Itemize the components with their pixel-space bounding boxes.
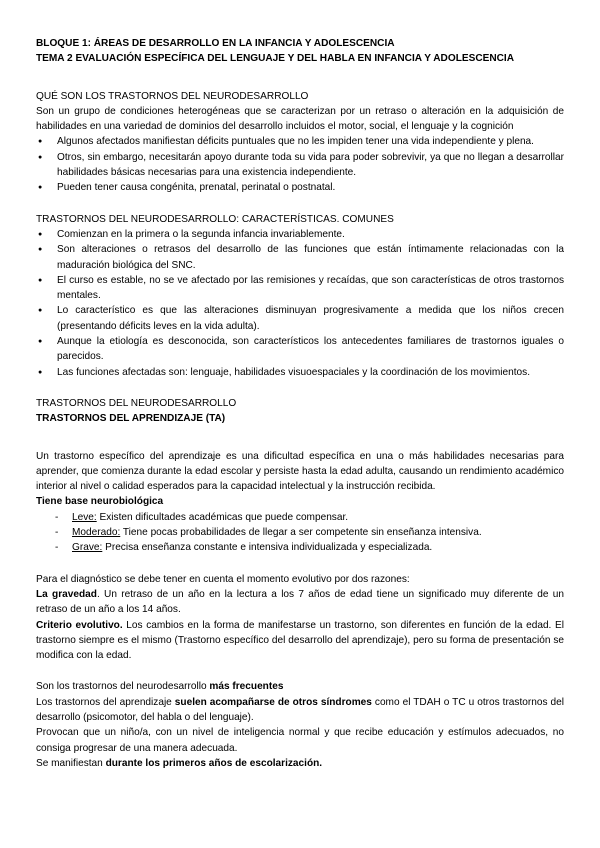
gravedad-label: La gravedad — [36, 588, 97, 600]
list-item: ● El curso es estable, no se ve afectado por las remisiones y recaídas, que son características de otros trastornos mentales. — [36, 273, 564, 304]
list-item: ● Aunque la etiología es desconocida, son característicos los antecedentes familiares de trastornos iguales o parecidos. — [36, 334, 564, 365]
gravedad-text: . Un retraso de un año en la lectura a los 7 años de edad tiene un significado muy diferente de un retraso de un año a los 14 años. — [36, 588, 564, 616]
bullet-list — [36, 227, 564, 380]
section-heading-what-are: QUÉ SON LOS TRASTORNOS DEL NEURODESARROLLO — [36, 90, 309, 102]
severity-term: Moderado: — [72, 527, 121, 539]
severity-term: Leve: — [72, 511, 97, 523]
severity-text: Tiene pocas probabilidades de llegar a ser competente sin enseñanza intensiva. — [120, 527, 482, 539]
severity-item — [36, 525, 564, 540]
learning-disorder-definition: Un trastorno específico del aprendizaje es una dificultad específica en una o más habilidades necesarias para aprender, que comienza durante la edad escolar y persiste hasta la edad adulta, causando un rendimiento académico interior al nivel o calidad esperados para la capacidad intelectual y la instrucción recibida. — [36, 450, 564, 493]
frequency-text: Son los trastornos del neurodesarrollo — [36, 681, 210, 693]
section-intro: Son un grupo de condiciones heterogéneas que se caracterizan por un retraso o alteración en la adquisición de habilidades en una variedad de dominios del desarrollo incluidos el motor, social, el lenguaje y la cognición — [36, 105, 564, 133]
block-title: BLOQUE 1: ÁREAS DE DESARROLLO EN LA INFANCIA Y ADOLESCENCIA — [36, 38, 395, 49]
severity-term: Grave: — [72, 542, 103, 554]
comorbidity-text-a: Los trastornos del aprendizaje — [36, 696, 175, 708]
list-item: ● Lo característico es que las alteraciones disminuyan progresivamente a medida que los niños crecen (presentando déficits leves en la vida adulta). — [36, 303, 564, 334]
section-heading-neurodevelopment: TRASTORNOS DEL NEURODESARROLLO — [36, 397, 237, 409]
gravedad-paragraph — [36, 587, 564, 618]
severity-item — [36, 510, 564, 525]
criterio-text: Los cambios en la forma de manifestarse un trastorno, son diferentes en función de la edad. El trastorno siempre es el mismo (Trastorno específico del desarrollo del aprendizaje), pero su forma de presentación se modifica con la edad. — [36, 619, 564, 662]
severity-item — [36, 540, 564, 555]
onset-emphasis: durante los primeros años de escolarización. — [105, 757, 323, 769]
frequency-emphasis: más frecuentes — [209, 681, 284, 693]
severity-list — [36, 510, 564, 556]
severity-text: Existen dificultades académicas que puede compensar. — [96, 511, 349, 523]
list-item: ● Otros, sin embargo, necesitarán apoyo durante toda su vida para poder sobrevivir, ya que no llegan a desarrollar habilidades básicas necesarias para una existencia independiente. — [36, 150, 564, 181]
comorbidity-emphasis: suelen acompañarse de otros síndromes — [174, 696, 372, 708]
frequency-line — [36, 679, 564, 694]
severity-text: Precisa enseñanza constante e intensiva individualizada y especializada. — [102, 542, 433, 554]
onset-line — [36, 756, 564, 771]
bullet-list — [36, 134, 564, 195]
criterio-paragraph — [36, 618, 564, 664]
list-item: ● Son alteraciones o retrasos del desarrollo de las funciones que están íntimamente relacionadas con la maduración biológica del SNC. — [36, 242, 564, 273]
onset-text: Se manifiestan — [36, 757, 106, 769]
topic-title: TEMA 2 EVALUACIÓN ESPECÍFICA DEL LENGUAJE Y DEL HABLA EN INFANCIA Y ADOLESCENCIA — [36, 53, 515, 65]
section-subheading-learning: TRASTORNOS DEL APRENDIZAJE (TA) — [36, 413, 226, 425]
neurobiological-base-label: Tiene base neurobiológica — [36, 496, 164, 508]
criterio-label: Criterio evolutivo. — [36, 619, 123, 631]
comorbidity-text-b: como el TDAH o TC u otros trastornos del desarrollo (psicomotor, del habla o del lenguaje). — [36, 696, 564, 723]
document-page — [36, 36, 564, 771]
section-heading-characteristics: TRASTORNOS DEL NEURODESARROLLO: CARACTERÍSTICAS. COMUNES — [36, 213, 394, 225]
diagnosis-intro: Para el diagnóstico se debe tener en cuenta el momento evolutivo por dos razones: — [36, 573, 410, 585]
progress-paragraph: Provocan que un niño/a, con un nivel de inteligencia normal y que recibe educación y estímulos adecuados, no consiga progresar de una manera adecuada. — [36, 727, 564, 754]
comorbidity-paragraph — [36, 695, 564, 726]
list-item: ● Algunos afectados manifiestan déficits puntuales que no les impiden tener una vida independiente y plena. — [36, 134, 564, 149]
list-item: ● Pueden tener causa congénita, prenatal, perinatal o postnatal. — [36, 180, 564, 195]
list-item: ● Las funciones afectadas son: lenguaje, habilidades visuoespaciales y la coordinación de los movimientos. — [36, 365, 564, 380]
list-item: ● Comienzan en la primera o la segunda infancia invariablemente. — [36, 227, 564, 242]
